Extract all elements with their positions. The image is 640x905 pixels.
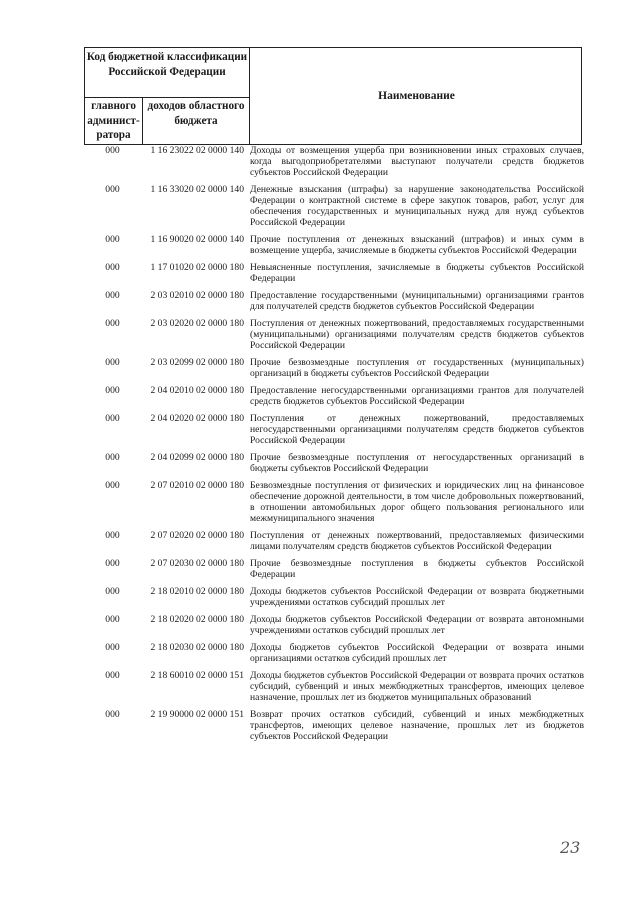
name-cell: Доходы от возмещения ущерба при возникновении иных страховых случаев, когда выгодоприобретателями выступают получатели средств бюджетов субъектов Российской Федерации [250, 145, 584, 178]
table-row [84, 357, 584, 379]
table-row [84, 530, 584, 552]
header-divider-horizontal [85, 97, 249, 98]
name-cell: Денежные взыскания (штрафы) за нарушение законодательства Российской Федерации о контрактной системе в сфере закупок товаров, работ, услуг для обеспечения государственных и муниципальных нужд для нужд субъектов Российской Федерации [250, 184, 584, 228]
admin-code-cell: 000 [105, 357, 120, 368]
table-body [84, 145, 584, 748]
name-cell: Прочие безвозмездные поступления в бюджеты субъектов Российской Федерации [250, 558, 584, 580]
income-code-cell: 2 04 02020 02 0000 180 [150, 413, 244, 424]
table-row [84, 413, 584, 446]
income-code-cell: 2 07 02030 02 0000 180 [150, 558, 244, 569]
table-row [84, 480, 584, 524]
table-row [84, 614, 584, 636]
admin-code-cell: 000 [105, 413, 120, 424]
income-code-cell: 2 03 02020 02 0000 180 [150, 318, 244, 329]
income-code-cell: 2 07 02010 02 0000 180 [150, 480, 244, 491]
income-code-cell: 2 18 60010 02 0000 151 [150, 670, 244, 681]
income-code-cell: 2 04 02010 02 0000 180 [150, 385, 244, 396]
table-row [84, 234, 584, 256]
admin-code-cell: 000 [105, 480, 120, 491]
table-header [84, 47, 582, 145]
table-row [84, 385, 584, 407]
name-cell: Предоставление государственными (муниципальными) организациями грантов для получателей средств бюджетов субъектов Российской Федерации [250, 290, 584, 312]
table-row [84, 290, 584, 312]
header-col-admin: главного админист-ратора [87, 100, 140, 141]
table-row [84, 262, 584, 284]
admin-code-cell: 000 [105, 709, 120, 720]
admin-code-cell: 000 [105, 385, 120, 396]
name-cell: Поступления от денежных пожертвований, предоставляемых физическими лицами получателям средств бюджетов субъектов Российской Федерации [250, 530, 584, 552]
name-cell: Безвозмездные поступления от физических и юридических лиц на финансовое обеспечение дорожной деятельности, в том числе добровольных пожертвований, в отношении автомобильных дорог общего пользования регионального или межмуниципального значения [250, 480, 584, 524]
income-code-cell: 2 03 02010 02 0000 180 [150, 290, 244, 301]
income-code-cell: 2 19 90000 02 0000 151 [150, 709, 244, 720]
name-cell: Предоставление негосударственными организациями грантов для получателей средств бюджетов субъектов Российской Федерации [250, 385, 584, 407]
admin-code-cell: 000 [105, 586, 120, 597]
table-row [84, 145, 584, 178]
admin-code-cell: 000 [105, 262, 120, 273]
admin-code-cell: 000 [105, 318, 120, 329]
name-cell: Доходы бюджетов субъектов Российской Федерации от возврата автономными учреждениями остатков субсидий прошлых лет [250, 614, 584, 636]
name-cell: Невыясненные поступления, зачисляемые в бюджеты субъектов Российской Федерации [250, 262, 584, 284]
admin-code-cell: 000 [105, 290, 120, 301]
name-cell: Прочие безвозмездные поступления от негосударственных организаций в бюджеты субъектов Российской Федерации [250, 452, 584, 474]
income-code-cell: 2 03 02099 02 0000 180 [150, 357, 244, 368]
header-col-name: Наименование [378, 90, 455, 102]
table-row [84, 670, 584, 703]
admin-code-cell: 000 [105, 670, 120, 681]
header-code-title: Код бюджетной классификации Российской Федерации [86, 51, 248, 78]
table-row [84, 318, 584, 351]
admin-code-cell: 000 [105, 234, 120, 245]
admin-code-cell: 000 [105, 614, 120, 625]
income-code-cell: 2 04 02099 02 0000 180 [150, 452, 244, 463]
name-cell: Прочие поступления от денежных взысканий (штрафов) и иных сумм в возмещение ущерба, зачисляемые в бюджеты субъектов Российской Федерации [250, 234, 584, 256]
income-code-cell: 1 16 33020 02 0000 140 [150, 184, 244, 195]
admin-code-cell: 000 [105, 452, 120, 463]
income-code-cell: 2 07 02020 02 0000 180 [150, 530, 244, 541]
name-cell: Доходы бюджетов субъектов Российской Федерации от возврата иными организациями остатков субсидий прошлых лет [250, 642, 584, 664]
income-code-cell: 2 18 02010 02 0000 180 [150, 586, 244, 597]
admin-code-cell: 000 [105, 145, 120, 156]
income-code-cell: 2 18 02030 02 0000 180 [150, 642, 244, 653]
page-number: 23 [560, 838, 581, 857]
income-code-cell: 1 16 23022 02 0000 140 [150, 145, 244, 156]
admin-code-cell: 000 [105, 530, 120, 541]
income-code-cell: 2 18 02020 02 0000 180 [150, 614, 244, 625]
name-cell: Прочие безвозмездные поступления от государственных (муниципальных) организаций в бюджеты субъектов Российской Федерации [250, 357, 584, 379]
name-cell: Доходы бюджетов субъектов Российской Федерации от возврата прочих остатков субсидий, субвенций и иных межбюджетных трансфертов, имеющих целевое назначение, прошлых лет из бюджетов муниципальных образований [250, 670, 584, 703]
name-cell: Доходы бюджетов субъектов Российской Федерации от возврата бюджетными учреждениями остатков субсидий прошлых лет [250, 586, 584, 608]
name-cell: Возврат прочих остатков субсидий, субвенций и иных межбюджетных трансфертов, имеющих целевое назначение, прошлых лет из бюджетов субъектов Российской Федерации [250, 709, 584, 742]
income-code-cell: 1 17 01020 02 0000 180 [150, 262, 244, 273]
table-row [84, 709, 584, 742]
table-row [84, 184, 584, 228]
admin-code-cell: 000 [105, 184, 120, 195]
admin-code-cell: 000 [105, 558, 120, 569]
header-col-income: доходов областного бюджета [147, 100, 245, 127]
income-code-cell: 1 16 90020 02 0000 140 [150, 234, 244, 245]
admin-code-cell: 000 [105, 642, 120, 653]
table-row [84, 642, 584, 664]
table-row [84, 558, 584, 580]
table-row [84, 586, 584, 608]
name-cell: Поступления от денежных пожертвований, предоставляемых государственными (муниципальными) организациями получателям средств бюджетов субъектов Российской Федерации [250, 318, 584, 351]
name-cell: Поступления от денежных пожертвований, предоставляемых негосударственными организациями получателям средств бюджетов субъектов Российской Федерации [250, 413, 584, 446]
table-row [84, 452, 584, 474]
